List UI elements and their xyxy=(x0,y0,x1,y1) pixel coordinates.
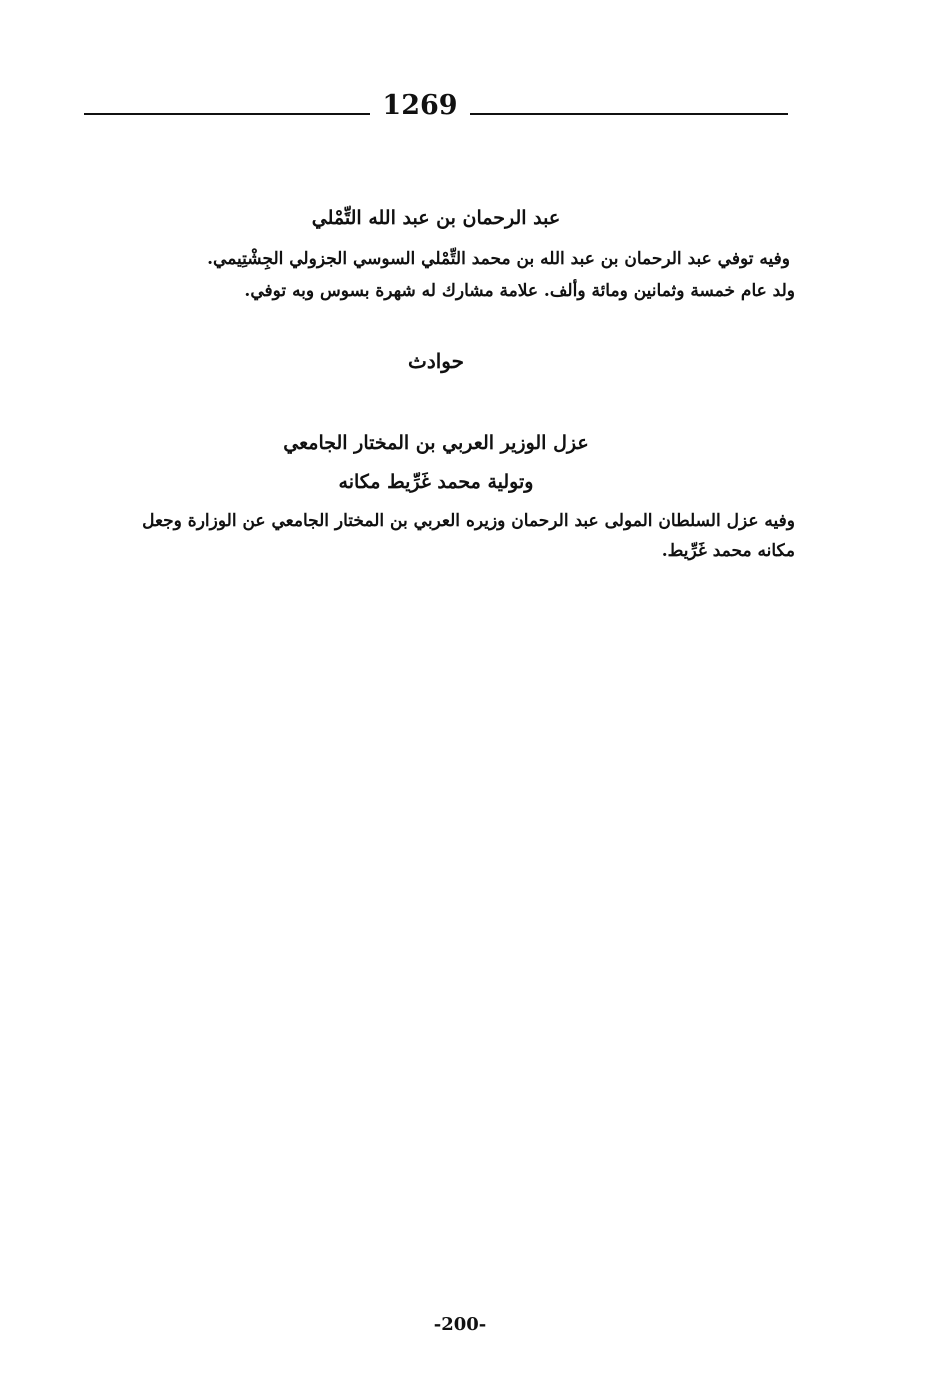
section-title-events: حوادث xyxy=(408,349,464,373)
header-rule-right xyxy=(470,113,788,115)
entry1-line-2: ولد عام خمسة وثمانين ومائة وألف. علامة مشارك له شهرة بسوس وبه توفي. xyxy=(244,281,795,301)
page-number: -200- xyxy=(433,1314,487,1335)
entry1-line-1: وفيه توفي عبد الرحمان بن عبد الله بن محمد التِّمْلي السوسي الجزولي الجِشْتِيمي. xyxy=(207,249,790,269)
entry-title-abd-al-rahman: عبد الرحمان بن عبد الله التِّمْلي xyxy=(311,207,561,229)
page-header xyxy=(84,88,788,128)
year-heading: 1269 xyxy=(382,90,458,121)
entry2-line-1: وفيه عزل السلطان المولى عبد الرحمان وزيره العربي بن المختار الجامعي عن الوزارة وجعل xyxy=(142,511,795,531)
entry2-line-2: مكانه محمد غَرِّيط. xyxy=(661,541,795,561)
header-rule-left xyxy=(84,113,370,115)
entry2-title-line-2: وتولية محمد غَرِّيط مكانه xyxy=(338,471,534,493)
entry2-title-line-1: عزل الوزير العربي بن المختار الجامعي xyxy=(283,432,589,454)
